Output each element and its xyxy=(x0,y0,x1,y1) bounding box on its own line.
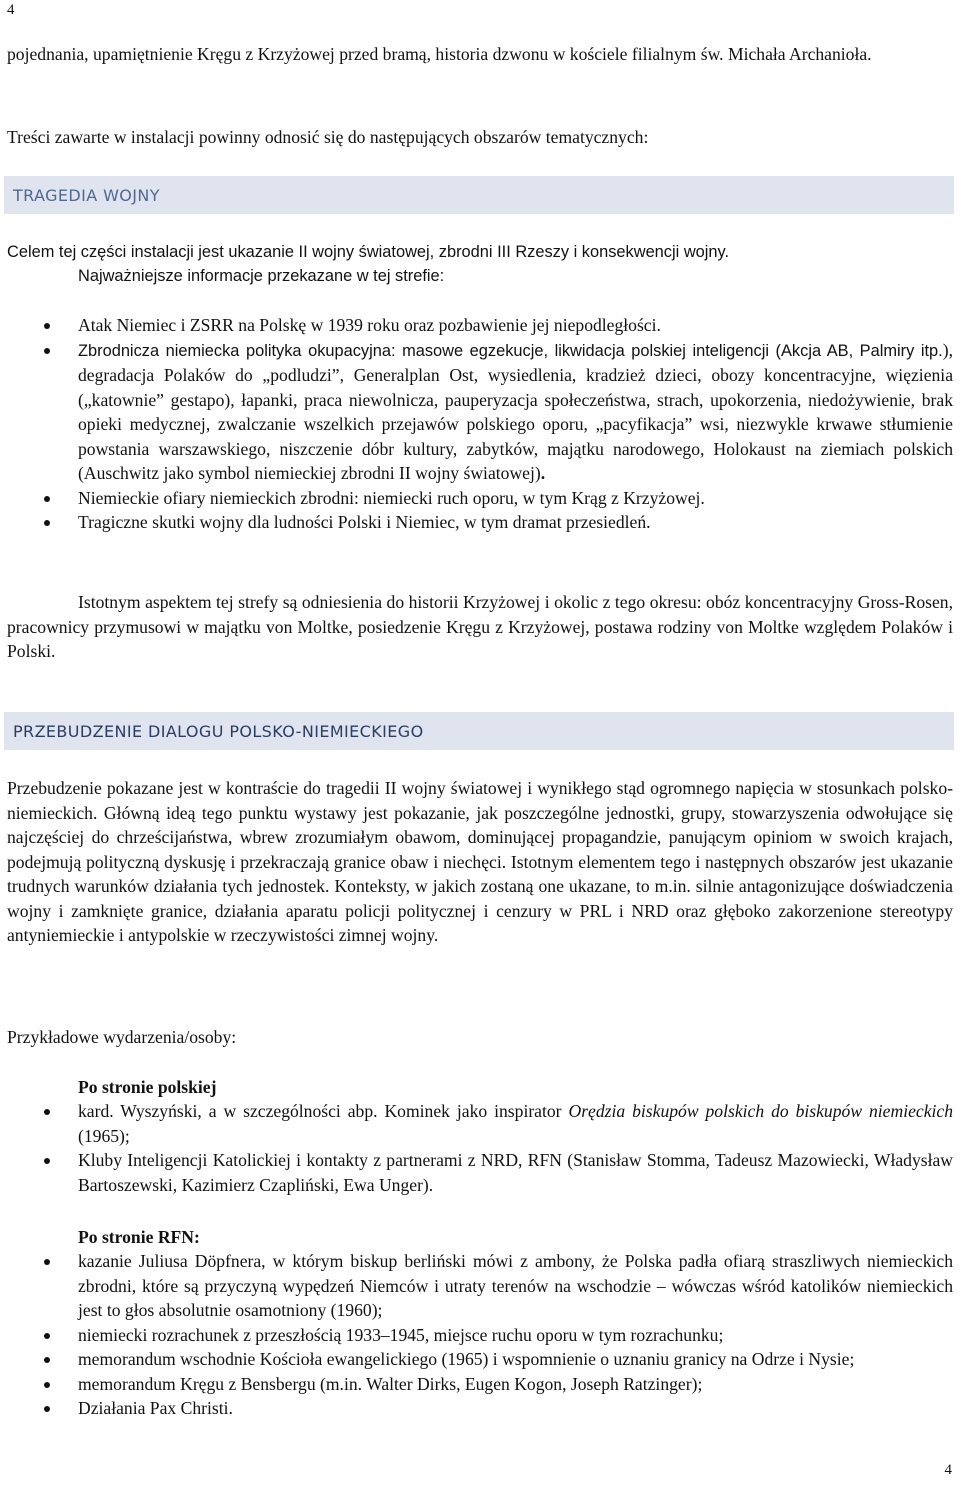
list-item xyxy=(7,486,953,511)
tragedia-purpose: Celem tej części instalacji jest ukazanie II wojny światowej, zbrodni III Rzeszy i konsekwencji wojny. xyxy=(7,243,730,261)
list-item xyxy=(7,1249,953,1323)
intro-paragraph xyxy=(7,42,953,67)
list-item xyxy=(7,1099,953,1148)
tragedia-aspect-paragraph xyxy=(7,590,953,664)
item-text: Działania Pax Christi. xyxy=(78,1398,233,1418)
examples-lead: Przykładowe wydarzenia/osoby: xyxy=(7,1027,237,1047)
item-text: (1965); xyxy=(78,1125,130,1146)
areas-sentence: Treści zawarte w instalacji powinny odnosić się do następujących obszarów tematycznych: xyxy=(7,127,649,147)
rfn-side-heading xyxy=(7,1225,953,1250)
section-heading-przebudzenie: PRZEBUDZENIE DIALOGU POLSKO-NIEMIECKIEGO xyxy=(4,712,954,750)
bullet-text: Tragiczne skutki wojny dla ludności Polski i Niemiec, w tym dramat przesiedleń. xyxy=(78,512,651,532)
list-item xyxy=(7,1323,953,1348)
item-text: kard. Wyszyński, a w szczególności abp. Kominek jako inspirator xyxy=(78,1101,569,1121)
item-text: kazanie Juliusa Döpfnera, w którym biskup berliński mówi z ambony, że Polska padła ofiarą straszliwych niemieckich zbrodni, które są przyczyną wypędzeń Niemców i utraty terenów na wschodzie – wówczas wśród katolików niemieckich jest to głos absolutnie osamotniony (1960); xyxy=(78,1251,953,1320)
list-item xyxy=(7,338,953,486)
item-italic-title: Orędzia biskupów polskich do biskupów niemieckich xyxy=(568,1101,954,1121)
bullet-text-sans: Zbrodnicza niemiecka polityka okupacyjna: masowe egzekucje, likwidacja polskiej inteligencji (Akcja AB, Palmiry itp. xyxy=(78,341,943,360)
item-text: Kluby Inteligencji Katolickiej i kontakty z partnerami z NRD, RFN (Stanisław Stomma, Tadeusz Mazowiecki, Władysław Bartoszewski, Kazimierz Czapliński, Ewa Unger). xyxy=(78,1150,953,1195)
polish-side-heading xyxy=(7,1075,953,1100)
bullet-text: Atak Niemiec i ZSRR na Polskę w 1939 roku oraz pozbawienie jej niepodległości. xyxy=(78,315,661,335)
list-item xyxy=(7,1347,953,1372)
rfn-side-list xyxy=(7,1249,953,1421)
list-item xyxy=(7,1148,953,1197)
polish-side-heading-text: Po stronie polskiej xyxy=(78,1077,217,1097)
list-item xyxy=(7,1372,953,1397)
aspect-text: Istotnym aspektem tej strefy są odniesienia do historii Krzyżowej i okolic z tego okresu: obóz koncentracyjny Gross-Rosen, pracownicy przymusowi w majątku von Moltke, posiedzenie Kręgu z Krzyżowej, postawa rodziny von Moltke względem Polaków i Polski. xyxy=(7,592,953,661)
section-heading-tragedia: TRAGEDIA WOJNY xyxy=(4,176,954,214)
item-text: niemiecki rozrachunek z przeszłością 1933–1945, miejsce ruchu oporu w tym rozrachunku; xyxy=(78,1324,724,1345)
tragedia-info-lead xyxy=(7,264,953,289)
page-number-bottom: 4 xyxy=(944,1462,952,1478)
page-number-top: 4 xyxy=(7,2,15,18)
item-text: memorandum Kręgu z Bensbergu (m.in. Walter Dirks, Eugen Kogon, Joseph Ratzinger); xyxy=(78,1373,703,1394)
rfn-side-heading-text: Po stronie RFN: xyxy=(78,1227,200,1247)
intro-line: pojednania, upamiętnienie Kręgu z Krzyżowej przed bramą, historia dzwonu w kościele filialnym św. Michała Archanioła. xyxy=(7,44,872,64)
item-text: memorandum wschodnie Kościoła ewangelickiego (1965) i wspomnienie o uznaniu granicy na Odrze i Nysie; xyxy=(78,1349,855,1369)
info-lead-text: Najważniejsze informacje przekazane w tej strefie: xyxy=(78,267,445,285)
bullet-text: ), degradacja Polaków do „podludzi”, Generalplan Ost, wysiedlenia, kradzież dzieci, obozy koncentracyjne, więzienia („katownie” gestapo), łapanki, praca niewolnicza, pauperyzacja społeczeństwa, strach, upokorzenia, niedożywienie, brak opieki medycznej, zwalczanie wszelkich przejawów polskiego oporu, „pacyfikacja” wsi, niezwykle krwawe stłumienie powstania warszawskiego, niszczenie dóbr kultury, zabytków, majątku narodowego, Holokaust na ziemiach polskich (Auschwitz jako symbol niemieckiej zbrodni II wojny światowej) xyxy=(78,339,953,483)
list-item xyxy=(7,1396,953,1421)
bullet-end: . xyxy=(540,463,546,483)
list-item xyxy=(7,313,953,338)
bullet-text: Niemieckie ofiary niemieckich zbrodni: niemiecki ruch oporu, w tym Krąg z Krzyżowej. xyxy=(78,487,705,508)
tragedia-bullet-list xyxy=(7,313,953,535)
polish-side-list xyxy=(7,1099,953,1197)
przebudzenie-paragraph: Przebudzenie pokazane jest w kontraście do tragedii II wojny światowej i wynikłego stąd ogromnego napięcia w stosunkach polsko-niemieckich. Główną ideą tego punktu wystawy jest pokazanie, jak poszczególne jednostki, grupy, stowarzyszenia odwołujące się najczęściej do chrześcijaństwa, wbrew zrozumiałym obawom, dominującej propagandzie, panującym opiniom w swoich krajach, podejmują polityczną dyskusję i przekraczają granice obaw i niechęci. Istotnym elementem tego i następnych obszarów jest ukazanie trudnych warunków działania tych jednostek. Konteksty, w jakich zostaną one ukazane, to m.in. silnie antagonizujące doświadczenia wojny i zamknięte granice, działania aparatu policji politycznej i cenzury w PRL i NRD oraz głęboko zakorzenione stereotypy antyniemieckie i antypolskie w rzeczywistości zimnej wojny. xyxy=(7,778,953,945)
list-item xyxy=(7,510,953,535)
